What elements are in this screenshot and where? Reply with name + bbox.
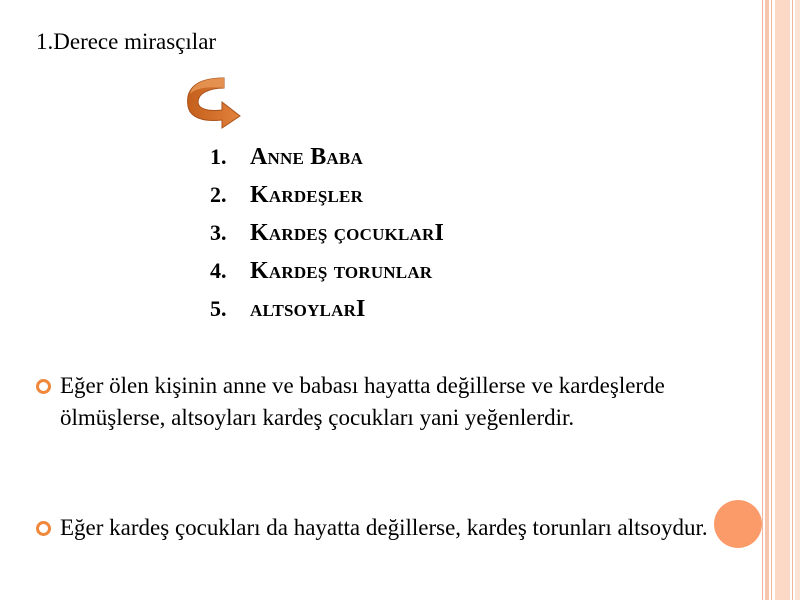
bullet-paragraph [36,370,766,434]
ring-bullet-icon [36,379,51,394]
border-stripe [792,0,793,600]
border-stripe [771,0,772,600]
border-stripe [765,0,769,600]
border-stripe [795,0,800,600]
bullet-paragraph [36,512,716,544]
list-number: 3. [210,220,227,245]
orange-circle-decoration [714,500,762,548]
ring-bullet-icon [36,521,51,536]
list-text: Kardeşler [250,182,364,208]
list-item [210,254,444,292]
list-item [210,140,444,178]
curved-arrow-icon [184,72,244,130]
list-text: Anne Baba [250,144,363,170]
list-number: 5. [210,296,227,321]
bullet-text: Eğer ölen kişinin anne ve babası hayatta değillerse ve kardeşlerde ölmüşlerse, altsoyları kardeş çocukları yani yeğenlerdir. [60,373,665,430]
list-item [210,178,444,216]
list-number: 4. [210,258,227,283]
list-text: altsoylarI [250,296,366,322]
border-stripe [775,0,790,600]
list-item [210,216,444,254]
list-text: Kardeş çocuklarI [250,220,445,246]
border-stripe [762,0,763,600]
list-text: Kardeş torunlar [250,258,433,284]
list-number: 2. [210,182,227,207]
heir-list [210,140,444,330]
slide-title: 1.Derece mirasçılar [36,29,217,54]
list-item [210,292,444,330]
bullet-text: Eğer kardeş çocukları da hayatta değillerse, kardeş torunları altsoydur. [60,515,708,540]
list-number: 1. [210,144,227,169]
